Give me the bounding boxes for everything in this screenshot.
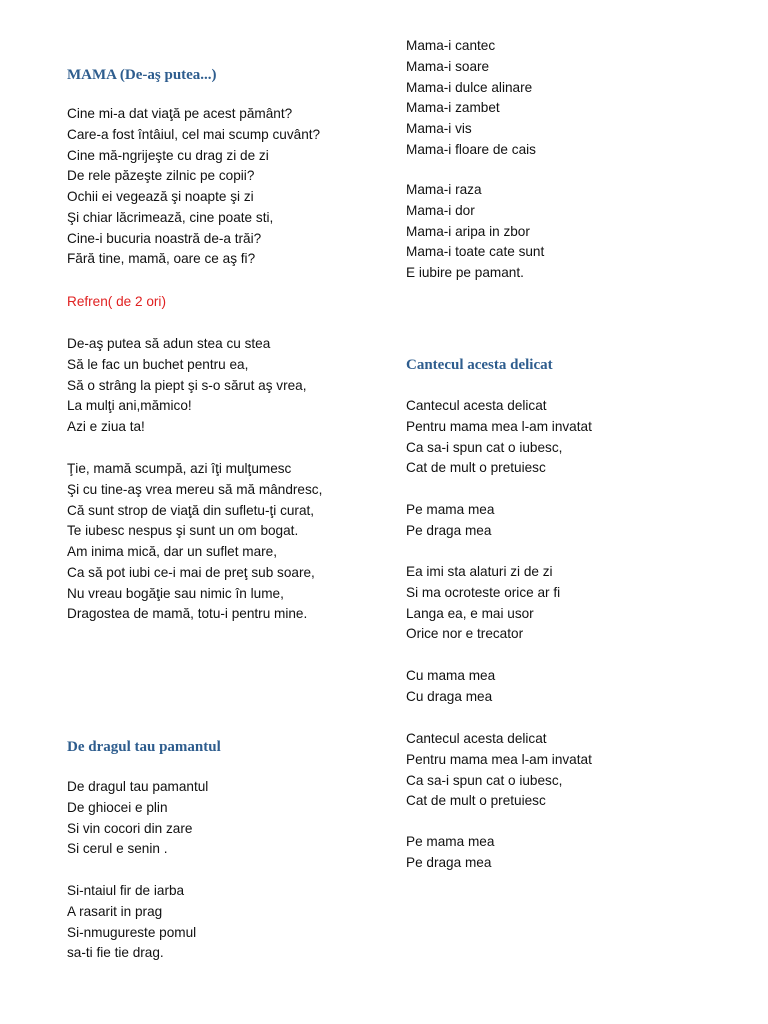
poem-line: Si vin cocori din zare	[67, 820, 193, 836]
poem-line: Ţie, mamă scumpă, azi îţi mulţumesc	[67, 461, 292, 476]
poem-line: Am inima mică, dar un suflet mare,	[67, 544, 278, 559]
poem-line: Te iubesc nespus şi sunt un om bogat.	[67, 523, 299, 539]
stanza-cantecul-2	[406, 500, 494, 542]
poem-line: E iubire pe pamant.	[406, 265, 524, 280]
poem-line: Pentru mama mea l-am invatat	[406, 751, 592, 767]
poem-line: Pe draga mea	[406, 854, 492, 870]
poem-line: Cat de mult o pretuiesc	[406, 793, 546, 809]
poem-line: Cine mă-ngrijeşte cu drag zi de zi	[67, 147, 269, 163]
poem-line: Cine mi-a dat viaţă pe acest pământ?	[67, 106, 293, 121]
poem-line: A rasarit in prag	[67, 903, 163, 919]
poem-line: Mama-i soare	[406, 58, 490, 74]
poem-line: Şi cu tine-aş vrea mereu să mă mândresc,	[67, 481, 323, 497]
poem-line: De-aş putea să adun stea cu stea	[67, 336, 271, 351]
poem-line: Mama-i dulce alinare	[406, 79, 533, 95]
refrain-label-text: Refren( de 2 ori)	[67, 294, 166, 309]
poem-line: Si-nmugureste pomul	[67, 924, 197, 940]
poem-line: Dragostea de mamă, totu-i pentru mine.	[67, 606, 308, 622]
poem-line: Mama-i dor	[406, 202, 475, 218]
poem-line: Să o strâng la piept şi s-o sărut aş vrea,	[67, 377, 307, 393]
poem-line: Mama-i raza	[406, 182, 482, 197]
song-title-cantecul: Cantecul acesta delicat	[406, 357, 553, 373]
poem-line: Langa ea, e mai usor	[406, 605, 534, 621]
poem-line: Cu mama mea	[406, 668, 496, 683]
poem-line: Cu draga mea	[406, 688, 493, 704]
poem-line: De rele păzeşte zilnic pe copii?	[67, 168, 255, 184]
stanza-cantecul-6	[406, 832, 494, 874]
poem-line: Si-ntaiul fir de iarba	[67, 883, 185, 898]
poem-line: Fără tine, mamă, oare ce aş fi?	[67, 251, 256, 267]
poem-line: Cine-i bucuria noastră de-a trăi?	[67, 230, 262, 246]
song-title-de-dragul: De dragul tau pamantul	[67, 739, 221, 755]
stanza-cantecul-5	[406, 729, 592, 812]
poem-line: De dragul tau pamantul	[67, 779, 209, 794]
poem-line: Ochii ei vegează şi noapte şi zi	[67, 189, 254, 204]
poem-line: Pe draga mea	[406, 522, 492, 538]
stanza-de-dragul-2	[67, 881, 196, 964]
poem-line: Si cerul e senin .	[67, 841, 168, 857]
poem-line: Pentru mama mea l-am invatat	[406, 418, 592, 434]
poem-line: Ca sa-i spun cat o iubesc,	[406, 439, 563, 455]
stanza-mama-verse-1	[67, 104, 320, 270]
poem-line: Mama-i aripa in zbor	[406, 223, 530, 239]
stanza-cantecul-3	[406, 562, 560, 645]
poem-line: Cat de mult o pretuiesc	[406, 460, 546, 476]
poem-line: sa-ti fie tie drag.	[67, 945, 164, 961]
stanza-cantecul-1	[406, 396, 592, 479]
poem-line: Să le fac un buchet pentru ea,	[67, 356, 249, 372]
poem-line: Cantecul acesta delicat	[406, 731, 547, 746]
poem-line: Azi e ziua ta!	[67, 419, 145, 434]
poem-line: Mama-i cantec	[406, 38, 496, 53]
poem-line: Mama-i toate cate sunt	[406, 244, 545, 260]
poem-line: Pe mama mea	[406, 834, 495, 849]
stanza-mama-cont-2	[406, 180, 544, 284]
poem-line: Care-a fost întâiul, cel mai scump cuvânt?	[67, 126, 321, 142]
poem-line: Nu vreau bogăţie sau nimic în lume,	[67, 585, 284, 601]
stanza-cantecul-4	[406, 666, 495, 708]
poem-line: Ca sa-i spun cat o iubesc,	[406, 772, 563, 788]
stanza-de-dragul-1	[67, 777, 208, 860]
poem-line: Orice nor e trecator	[406, 626, 524, 642]
poem-line: Mama-i vis	[406, 121, 472, 136]
refrain-label	[67, 292, 166, 313]
poem-line: Mama-i zambet	[406, 100, 500, 116]
stanza-mama-verse-2	[67, 459, 322, 625]
poem-line: Ea imi sta alaturi zi de zi	[406, 564, 553, 579]
stanza-mama-cont-1	[406, 36, 536, 161]
poem-line: Ca să pot iubi ce-i mai de preţ sub soare,	[67, 564, 315, 580]
poem-line: Că sunt strop de viaţă din sufletu-ţi curat,	[67, 502, 315, 518]
poem-line: De ghiocei e plin	[67, 799, 168, 815]
poem-line: Pe mama mea	[406, 502, 495, 517]
poem-line: Si ma ocroteste orice ar fi	[406, 584, 561, 600]
poem-line: Şi chiar lăcrimează, cine poate sti,	[67, 209, 274, 225]
poem-line: Mama-i floare de cais	[406, 141, 536, 157]
stanza-mama-refrain	[67, 334, 307, 438]
poem-line: La mulţi ani,mămico!	[67, 398, 192, 414]
song-title-mama: MAMA (De-aş putea...)	[67, 67, 217, 83]
poem-line: Cantecul acesta delicat	[406, 398, 547, 413]
